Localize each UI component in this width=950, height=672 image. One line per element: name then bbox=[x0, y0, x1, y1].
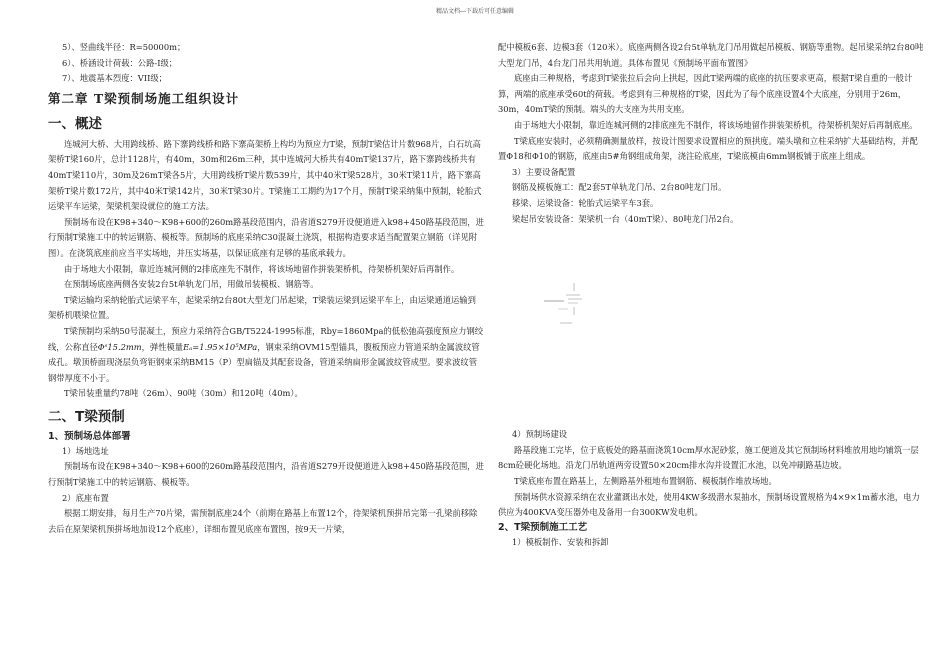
paragraph: 配中模板6套、边模3套（120米）。底座两侧各设2台5t单轨龙门吊用做起吊模板、钢筋等重物。起吊梁采纳2台80吨大型龙门吊，4台龙门吊共用轨道。具体布置见《预制场平面布置图》 bbox=[498, 42, 924, 68]
figure-placeholder-icon bbox=[538, 277, 598, 337]
list-item: 1）模板制作、安装和拆卸 bbox=[512, 536, 609, 547]
layout-figure bbox=[498, 227, 926, 427]
chapter-title: 第二章 T梁预制场施工组织设计 bbox=[48, 90, 240, 106]
text-run: ，钢束采纳OVM15型锚具，腹板预应力管道采纳金属波纹管成孔。墩顶桥面现浇层负弯钜钢束采纳BM15（P）型扁锚及其配套设备，管道采纳扁形金属波纹管成型。要求波纹管钢带厚度不小于。 bbox=[48, 341, 480, 383]
subsection-title: 2、T梁预制施工工艺 bbox=[498, 521, 588, 533]
list-item: 2）底座布置 bbox=[62, 492, 109, 503]
paragraph: 路基段施工完毕，位于底板处的路基面浇筑10cm厚水泥砂浆，施工便道及其它预制场材料堆放用地均铺筑一层8cm砼硬化场地。沿龙门吊轨道两旁设置50×20cm排水沟并设置汇水池，以免冲刷路基边坡。 bbox=[498, 444, 919, 471]
subsection-title: 1、预制场总体部署 bbox=[48, 430, 131, 442]
paragraph: 由于场地大小限制，靠近连城河侧的2排底座先不制作，将该场地留作拼装架桥机，待架桥机架好后再制底座。 bbox=[514, 119, 918, 130]
spec-item: 5）、竖曲线半径：R=50000m； bbox=[62, 42, 186, 52]
equipment-item: 梁起吊安装设备：架梁机一台（40mT梁）、80吨龙门吊2台。 bbox=[512, 213, 739, 224]
paragraph: T梁运输均采纳轮胎式运梁平车，起梁采纳2台80t大型龙门吊起梁，T梁装运梁到运梁平车上，由运梁通道运输到架桥机喂梁位置。 bbox=[48, 294, 476, 321]
paragraph: 连城河大桥、大用跨线桥、路下寨跨线桥和路下寨高架桥上构均为预应力T梁，预制T梁估计片数968片，白石坑高架桥T梁160片，总计1128片，有40m，30m和26m三种，其中连城河大桥共有40mT梁137片，路下寨跨线桥共有40mT梁110片，30m及26mT梁各5片，大用跨线桥T梁片数539片，其中40米T梁528片，30米T梁11片，路下寨高架桥T梁片数172片，其中40米T梁142片，30米T梁30片。T梁施工工期约为17个月，预制T梁采纳集中预制，轮胎式运梁平车运梁，架梁机架设就位的施工方法。 bbox=[48, 138, 482, 212]
paragraph: 底座由三种规格，考虑到T梁张拉后会向上拱起，因此T梁两端的底座的抗压要求更高，根据T梁自重的一般计算，两端的底座承受60t的荷载。考虑到有三种规格的T梁，因此为了每个底座设置4个大底座，分别用于26m，30m，40mT梁的预制。端头的大支座为共用支座。 bbox=[498, 73, 913, 115]
list-item: 3）主要设备配置 bbox=[512, 166, 576, 177]
left-column bbox=[48, 40, 484, 537]
paragraph: 由于场地大小限制，靠近连城河侧的2排底座先不制作，将该场地留作拼装架桥机，待架桥机架好后再制作。 bbox=[64, 263, 460, 274]
text-run: T梁预制均采纳50号混凝土，预应力采纳符合GB/T5224-1995标准，Rby=1860Mpa的低松弛高强度预应力钢绞线，公称直径 bbox=[48, 325, 484, 352]
paragraph: T梁底座布置在路基上，左侧路基外租地布置钢筋、模板制作堆放场地。 bbox=[514, 475, 777, 486]
equipment-item: 移梁、运梁设备：轮胎式运梁平车3套。 bbox=[512, 197, 659, 208]
equipment-item: 钢筋及模板施工：配2套5T单轨龙门吊、2台80吨龙门吊。 bbox=[512, 182, 727, 193]
formula-diameter: Φˢ15.2mm bbox=[97, 341, 142, 352]
spec-item: 7）、地震基本烈度：VII级； bbox=[62, 73, 167, 84]
right-column bbox=[498, 40, 926, 550]
paragraph: 预制场布设在K98+340～K98+600的260m路基段范围内，沿省道S279开设便道进入k98+450路基段范围，进行预制T梁施工中的转运钢筋、模板等。预制场的底座采纳C30混凝土浇筑，根据构造要求适当配置架立钢筋（详见附图）。在浇筑底座前应当平实场地，并压实场基，以保证底座有足够的基底承载力。 bbox=[48, 216, 484, 258]
section-title-tbeam: 二、T梁预制 bbox=[48, 408, 125, 425]
paragraph: 预制场供水资源采纳在农业灌溉出水处，使用4KW多级潜水泵抽水，预制场设置规格为4×9×1m蓄水池，电力供应为400KVA变压器外电及备用一台300KW发电机。 bbox=[498, 491, 920, 518]
page-header: 精品文档---下载后可任意编辑 bbox=[435, 8, 515, 15]
list-item: 4）预制场建设 bbox=[512, 429, 568, 440]
paragraph: T梁吊装重量约78吨（26m）、90吨（30m）和120吨（40m）。 bbox=[64, 388, 303, 399]
paragraph-prestress bbox=[48, 324, 484, 386]
formula-modulus: Eₐ=1.95×10⁵MPa bbox=[183, 341, 258, 352]
paragraph: 根据工期安排，每月生产70片梁，需预制底座24个（前期在路基上布置12个，待架梁机预拼吊完第一孔梁前移除去后在原架梁机预拼场地加设12个底座），详细布置见底座布置图，按9天一片梁， bbox=[48, 508, 478, 534]
paragraph: T梁底座安装时，必须精确测量放样，按设计图要求设置相应的预拱度。端头墩和立柱采纳扩大基础结构，并配置Φ18和Φ10的钢筋，底座由5#角钢组成角架，浇注砼底座，T梁底模由6mm钢板铺于底座上组成。 bbox=[498, 135, 918, 162]
spec-item: 6）、桥涵设计荷载：公路-Ⅰ级； bbox=[62, 57, 178, 68]
section-title-overview: 一、概述 bbox=[48, 115, 102, 132]
list-item: 1）场地选址 bbox=[62, 445, 109, 456]
text-run: ，弹性模量 bbox=[141, 341, 184, 352]
paragraph: 在预制场底座两侧各安装2台5t单轨龙门吊，用做吊装模板、钢筋等。 bbox=[64, 279, 319, 290]
paragraph: 预制场布设在K98+340～K98+600的260m路基段范围内，沿省道S279开设便道进入k98+450路基段范围，进行预制T梁施工中的转运钢筋、模板等。 bbox=[48, 461, 484, 488]
